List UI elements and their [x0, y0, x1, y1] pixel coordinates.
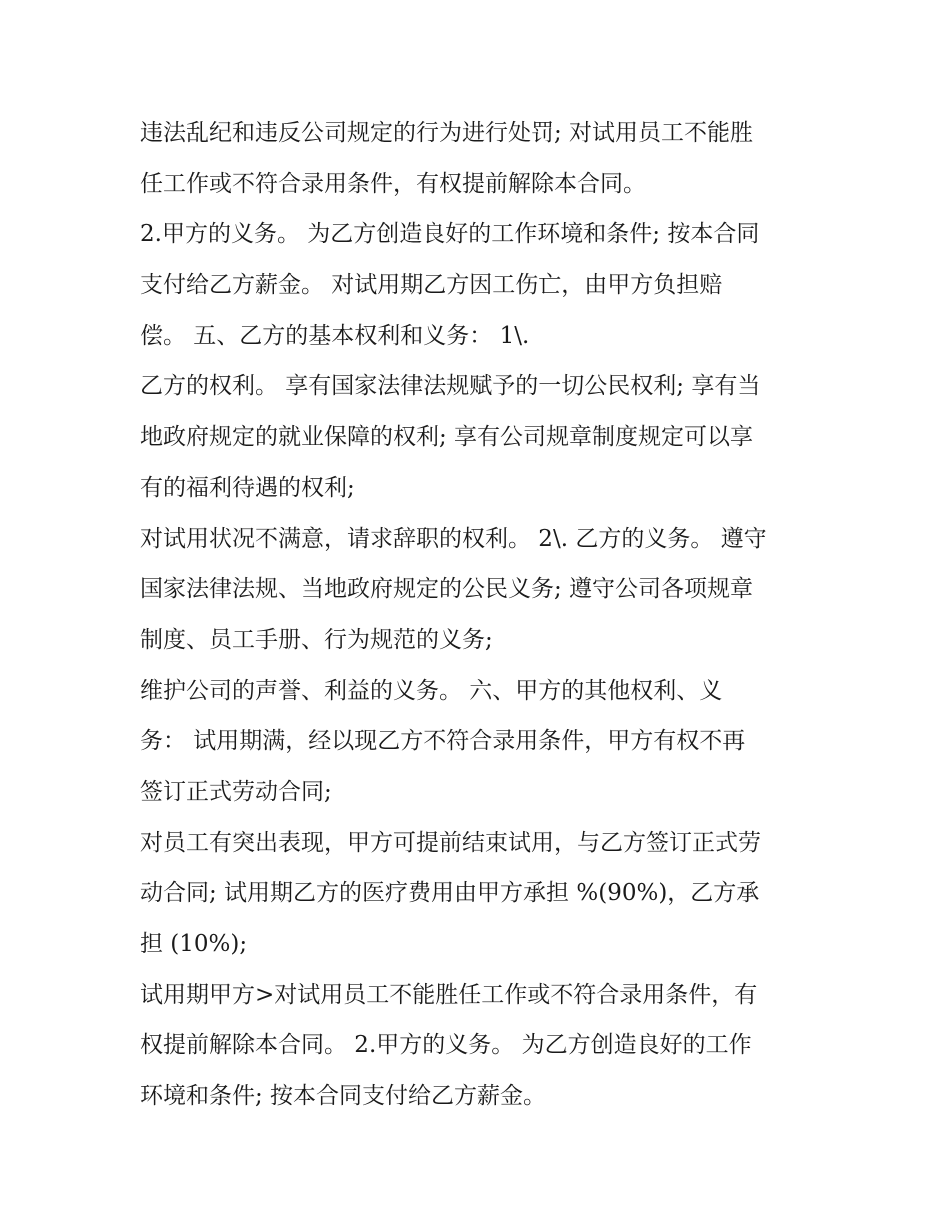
text-line: 国家法律法规、当地政府规定的公民义务; 遵守公司各项规章: [140, 576, 754, 603]
text-line: 担 (10%);: [140, 931, 248, 957]
text-line: 签订正式劳动合同;: [140, 778, 332, 805]
text-line: 违法乱纪和违反公司规定的行为进行处罚; 对试用员工不能胜: [140, 120, 754, 146]
text-line: 支付给乙方薪金。 对试用期乙方因工伤亡，由甲方负担赔: [140, 272, 723, 299]
text-line: 动合同; 试用期乙方的医疗费用由甲方承担 %(90%)，乙方承: [140, 880, 760, 907]
text-line: 环境和条件; 按本合同支付给乙方薪金。: [140, 1083, 547, 1110]
text-line: 地政府规定的就业保障的权利; 享有公司规章制度规定可以享: [140, 424, 754, 451]
document-body: [140, 108, 830, 1122]
text-line: 乙方的权利。 享有国家法律法规赋予的一切公民权利; 享有当: [140, 373, 761, 400]
text-line: 权提前解除本合同。 2.甲方的义务。 为乙方创造良好的工作: [140, 1032, 752, 1059]
text-line: 对员工有突出表现，甲方可提前结束试用，与乙方签订正式劳: [140, 829, 761, 856]
text-line: 2.甲方的义务。 为乙方创造良好的工作环境和条件; 按本合同: [140, 221, 760, 248]
text-line: 试用期甲方>对试用员工不能胜任工作或不符合录用条件，有: [140, 981, 758, 1008]
text-line: 务： 试用期满，经以现乙方不符合录用条件，甲方有权不再: [140, 728, 746, 755]
text-line: 任工作或不符合录用条件，有权提前解除本合同。: [140, 170, 646, 197]
text-line: 制度、员工手册、行为规范的义务;: [140, 626, 493, 653]
text-line: 对试用状况不满意，请求辞职的权利。 2\. 乙方的义务。 遵守: [140, 525, 767, 552]
text-line: 维护公司的声誉、利益的义务。 六、甲方的其他权利、义: [140, 677, 723, 704]
text-line: 偿。 五、乙方的基本权利和义务： 1\.: [140, 322, 530, 349]
text-line: 有的福利待遇的权利;: [140, 474, 355, 501]
